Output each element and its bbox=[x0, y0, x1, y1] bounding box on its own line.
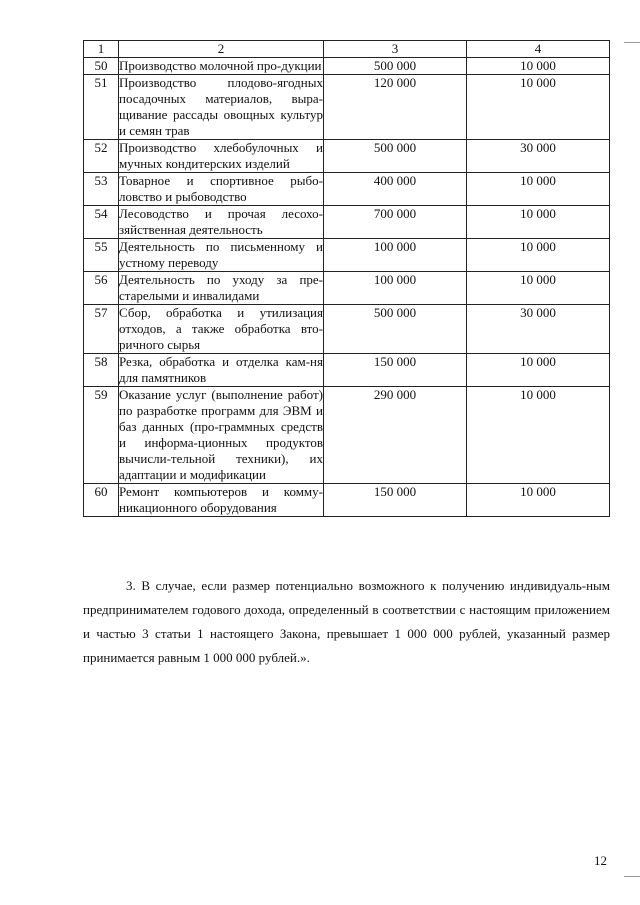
secondary-value: 10 000 bbox=[467, 173, 610, 206]
activity-name: Производство плодово-ягодных посадочных материалов, выра-щивание рассады овощных культур и семян трав bbox=[119, 75, 323, 138]
row-number: 50 bbox=[84, 58, 119, 75]
activity-name: Деятельность по уходу за пре-старелыми и инвалидами bbox=[119, 272, 323, 303]
table-row bbox=[84, 354, 610, 387]
secondary-value: 10 000 bbox=[467, 239, 610, 272]
row-number: 60 bbox=[84, 484, 119, 517]
income-value: 150 000 bbox=[324, 354, 467, 387]
income-value: 700 000 bbox=[324, 206, 467, 239]
income-value: 500 000 bbox=[324, 305, 467, 354]
activity-name: Сбор, обработка и утилизация отходов, а также обработка вто-ричного сырья bbox=[119, 305, 323, 352]
activity-name: Производство хлебобулочных и мучных кондитерских изделий bbox=[119, 140, 323, 171]
income-value: 120 000 bbox=[324, 75, 467, 140]
secondary-value: 10 000 bbox=[467, 484, 610, 517]
income-table bbox=[83, 40, 610, 517]
table-row bbox=[84, 75, 610, 140]
activity-name: Оказание услуг (выполнение работ) по разработке программ для ЭВМ и баз данных (про-граммных средств и информа-ционных продуктов вычисли-тельной техники), их адаптации и модификации bbox=[119, 387, 323, 482]
activity-name: Лесоводство и прочая лесохо-зяйственная деятельность bbox=[119, 206, 323, 237]
table-header-row bbox=[84, 41, 610, 58]
income-value: 400 000 bbox=[324, 173, 467, 206]
secondary-value: 10 000 bbox=[467, 272, 610, 305]
header-col-3: 3 bbox=[324, 41, 467, 58]
header-col-1: 1 bbox=[84, 41, 119, 58]
income-value: 500 000 bbox=[324, 140, 467, 173]
table-row bbox=[84, 484, 610, 517]
header-col-2: 2 bbox=[119, 41, 324, 58]
row-number: 51 bbox=[84, 75, 119, 140]
income-value: 100 000 bbox=[324, 272, 467, 305]
table-row bbox=[84, 239, 610, 272]
row-number: 59 bbox=[84, 387, 119, 484]
secondary-value: 30 000 bbox=[467, 140, 610, 173]
row-number: 56 bbox=[84, 272, 119, 305]
secondary-value: 10 000 bbox=[467, 206, 610, 239]
secondary-value: 10 000 bbox=[467, 75, 610, 140]
scan-edge-mark-bottom bbox=[624, 876, 640, 877]
activity-name: Товарное и спортивное рыбо-ловство и рыбоводство bbox=[119, 173, 323, 204]
row-number: 53 bbox=[84, 173, 119, 206]
activity-name: Ремонт компьютеров и комму-никационного оборудования bbox=[119, 484, 323, 515]
secondary-value: 10 000 bbox=[467, 354, 610, 387]
income-value: 150 000 bbox=[324, 484, 467, 517]
activity-name: Производство молочной про-дукции bbox=[119, 58, 322, 73]
table-row bbox=[84, 140, 610, 173]
clause-3-paragraph: 3. В случае, если размер потенциально возможного к получению индивидуаль-ным предпринимателем годового дохода, определенный в соответствии с настоящим приложением и частью 3 статьи 1 настоящего Закона, превышает 1 000 000 рублей, указанный размер принимается равным 1 000 000 рублей.». bbox=[83, 578, 610, 665]
secondary-value: 10 000 bbox=[467, 58, 610, 75]
table-row bbox=[84, 305, 610, 354]
page-number: 12 bbox=[594, 853, 607, 868]
income-value: 290 000 bbox=[324, 387, 467, 484]
row-number: 55 bbox=[84, 239, 119, 272]
table-row bbox=[84, 272, 610, 305]
secondary-value: 30 000 bbox=[467, 305, 610, 354]
table-row bbox=[84, 173, 610, 206]
secondary-value: 10 000 bbox=[467, 387, 610, 484]
activity-name: Резка, обработка и отделка кам-ня для памятников bbox=[119, 354, 323, 385]
table-row bbox=[84, 387, 610, 484]
income-value: 500 000 bbox=[324, 58, 467, 75]
table-row bbox=[84, 206, 610, 239]
row-number: 52 bbox=[84, 140, 119, 173]
row-number: 57 bbox=[84, 305, 119, 354]
income-value: 100 000 bbox=[324, 239, 467, 272]
table-row bbox=[84, 58, 610, 75]
activity-name: Деятельность по письменному и устному переводу bbox=[119, 239, 323, 270]
scan-edge-mark-top bbox=[624, 42, 640, 43]
row-number: 58 bbox=[84, 354, 119, 387]
row-number: 54 bbox=[84, 206, 119, 239]
header-col-4: 4 bbox=[467, 41, 610, 58]
